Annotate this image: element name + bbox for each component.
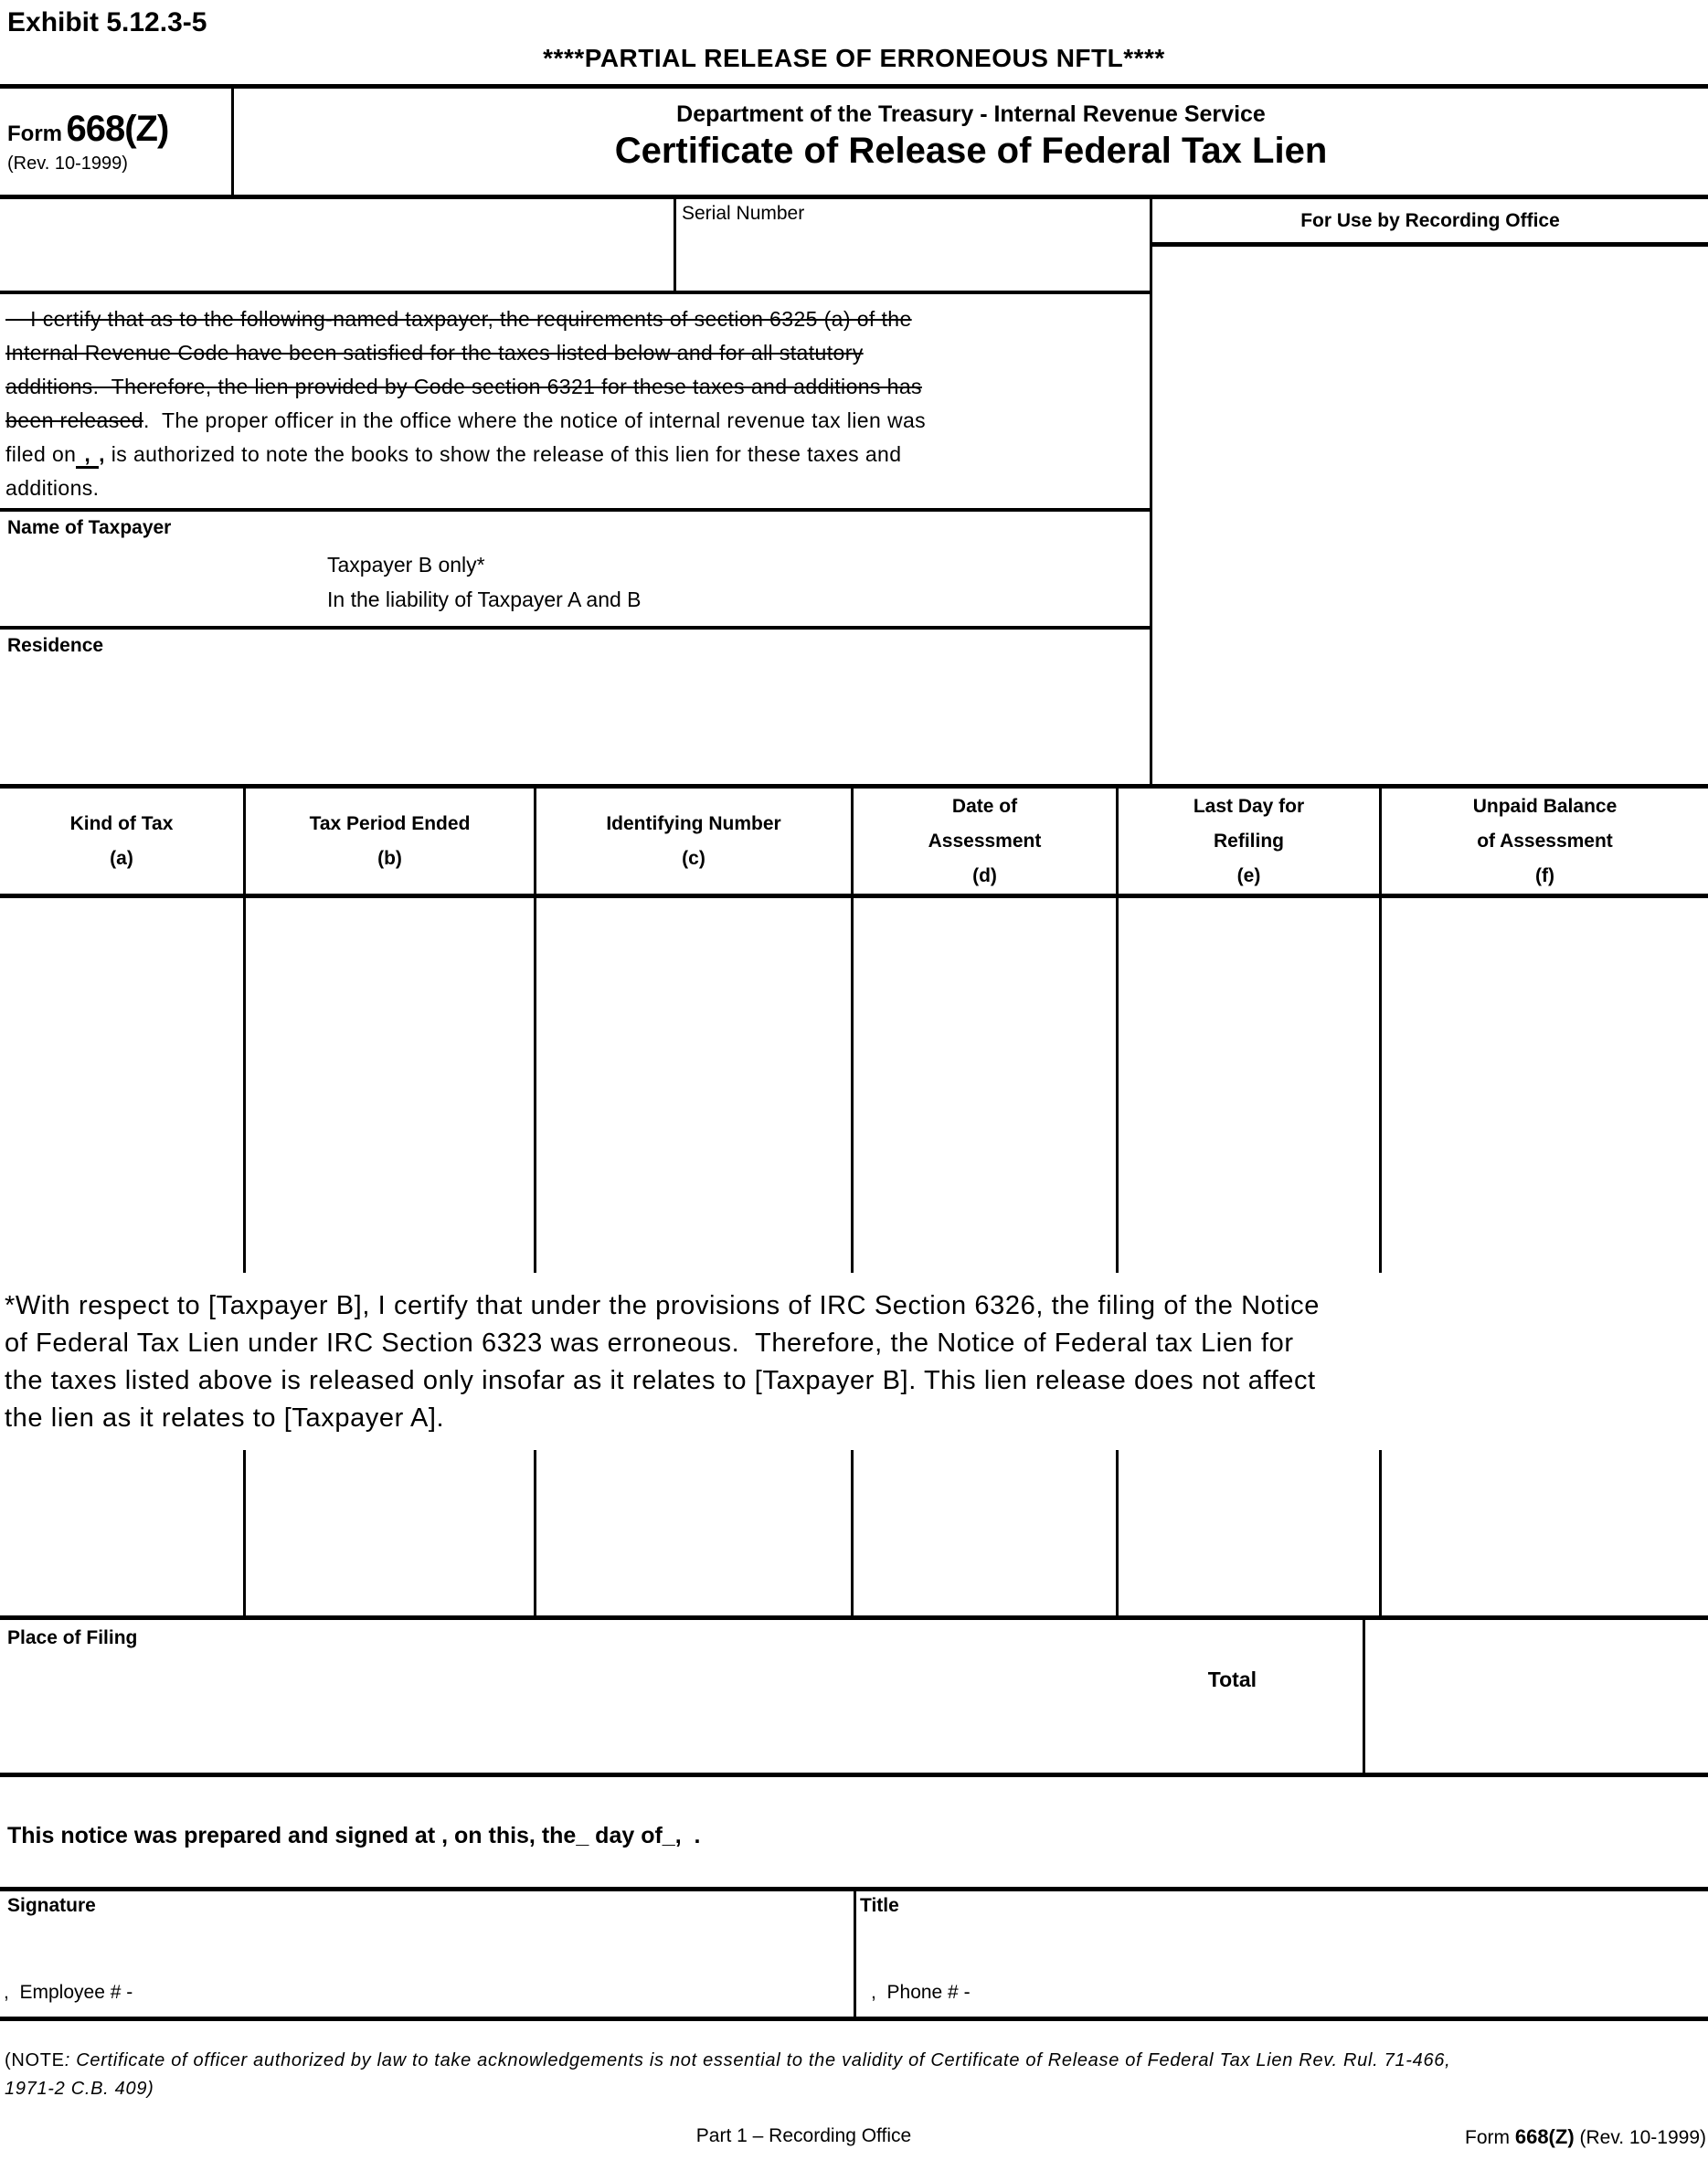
phone-number-line: , Phone # - (871, 1982, 971, 2003)
column-header-kind-of-tax: Kind of Tax (a) (0, 789, 246, 894)
note-line-2: 1971-2 C.B. 409) (5, 2079, 154, 2099)
table-cell (854, 1450, 1119, 1615)
erroneous-paragraph-line-1: *With respect to [Taxpayer B], I certify that under the provisions of IRC Section 6326, the filing of the Notice (5, 1291, 1320, 1320)
certification-line-6: additions. (5, 476, 100, 500)
total-amount-field (1365, 1620, 1708, 1773)
column-header-last-day-refiling: Last Day for Refiling (e) (1119, 789, 1382, 894)
place-of-filing-label: Place of Filing (7, 1627, 138, 1648)
form-word: Form (7, 122, 62, 146)
note-footnote (0, 2021, 1708, 2111)
erroneous-paragraph-line-3: the taxes listed above is released only insofar as it relates to [Taxpayer B]. This lien release does not affect (5, 1366, 1316, 1395)
title-cell (856, 1891, 1708, 2017)
filed-on-date-blank: , (76, 442, 99, 469)
form-revision: (Rev. 10-1999) (7, 154, 128, 174)
form-title-cell (234, 89, 1708, 195)
column-header-identifying-number: Identifying Number (c) (536, 789, 854, 894)
table-cell (536, 898, 854, 1273)
note-line-1: (NOTE: Certificate of officer authorized by law to take acknowledgements is not essential to the validity of Certificate of Release of Federal Tax Lien Rev. Rul. 71-466, (5, 2050, 1451, 2070)
residence-row (0, 630, 1150, 784)
page-header (0, 0, 1708, 84)
table-cell (0, 898, 246, 1273)
form-number: 668(Z) (66, 109, 169, 149)
certification-line-5: filed on , , is authorized to note the books to show the release of this lien for these taxes and (5, 438, 1144, 471)
table-cell (0, 1450, 246, 1615)
agency-name: Department of the Treasury - Internal Revenue Service (676, 101, 1266, 127)
erroneous-paragraph-line-4: the lien as it relates to [Taxpayer A]. (5, 1403, 445, 1433)
column-header-tax-period-ended: Tax Period Ended (b) (246, 789, 536, 894)
recording-office-label: For Use by Recording Office (1152, 199, 1708, 247)
title-label: Title (860, 1895, 899, 1916)
taxpayer-name-value (327, 547, 1142, 617)
name-of-taxpayer-row (0, 512, 1150, 630)
name-of-taxpayer-label: Name of Taxpayer (7, 517, 172, 538)
partial-release-banner: ****PARTIAL RELEASE OF ERRONEOUS NFTL**** (543, 44, 1165, 72)
table-cell (1382, 1450, 1708, 1615)
taxpayer-name-line-2: In the liability of Taxpayer A and B (327, 588, 642, 611)
signature-label: Signature (7, 1895, 96, 1916)
upper-form-region (0, 199, 1708, 784)
recording-office-column (1150, 199, 1708, 784)
table-cell (1382, 898, 1708, 1273)
tax-table-header (0, 784, 1708, 898)
page-footer (0, 2111, 1708, 2160)
form-number-box (0, 89, 234, 195)
serial-number-label: Serial Number (682, 203, 805, 224)
footer-form-label: Form 668(Z) (Rev. 10-1999) (1465, 2125, 1706, 2148)
document-title: Certificate of Release of Federal Tax Lien (614, 131, 1328, 171)
upper-left-column (0, 199, 1150, 784)
certification-line-3: additions. Therefore, the lien provided by Code section 6321 for these taxes and additions has (5, 375, 922, 398)
form-title-box (0, 84, 1708, 199)
recording-office-field (1152, 247, 1708, 784)
taxpayer-name-line-1: Taxpayer B only* (327, 553, 485, 577)
residence-label: Residence (7, 635, 104, 656)
table-cell (246, 898, 536, 1273)
table-cell (536, 1450, 854, 1615)
certification-line-1: I certify that as to the following-named taxpayer, the requirements of section 6325 (a) of the (5, 307, 912, 331)
signature-block (0, 1887, 1708, 2021)
tax-table-body-upper (0, 898, 1708, 1273)
place-of-filing-row (0, 1615, 1708, 1777)
place-of-filing-cell (0, 1620, 1365, 1773)
serial-row-spacer (0, 199, 676, 291)
certification-line-2: Internal Revenue Code have been satisfied for the taxes listed below and for all statutory (5, 341, 864, 365)
table-cell (854, 898, 1119, 1273)
table-cell (246, 1450, 536, 1615)
column-header-unpaid-balance: Unpaid Balance of Assessment (f) (1472, 795, 1618, 886)
exhibit-label: Exhibit 5.12.3-5 (7, 7, 207, 37)
erroneous-paragraph-line-2: of Federal Tax Lien under IRC Section 6323 was erroneous. Therefore, the Notice of Federal tax Lien for (5, 1329, 1294, 1358)
notice-prepared-line: This notice was prepared and signed at , on this, the_ day of_, . (7, 1823, 701, 1848)
table-cell (1119, 898, 1382, 1273)
total-label: Total (1207, 1668, 1257, 1691)
certification-line-4: been released. The proper officer in the office where the notice of internal revenue tax lien was (5, 408, 927, 432)
tax-table-body-lower (0, 1450, 1708, 1615)
erroneous-release-paragraph (0, 1273, 1708, 1450)
signature-cell (0, 1891, 856, 2017)
certification-paragraph (0, 294, 1150, 512)
employee-number-line: , Employee # - (4, 1982, 133, 2003)
serial-number-field (676, 199, 1150, 291)
footer-part-label: Part 1 – Recording Office (695, 2125, 912, 2146)
table-cell (1119, 1450, 1382, 1615)
column-header-date-of-assessment: Date of Assessment (d) (854, 789, 1119, 894)
serial-number-row (0, 199, 1150, 294)
